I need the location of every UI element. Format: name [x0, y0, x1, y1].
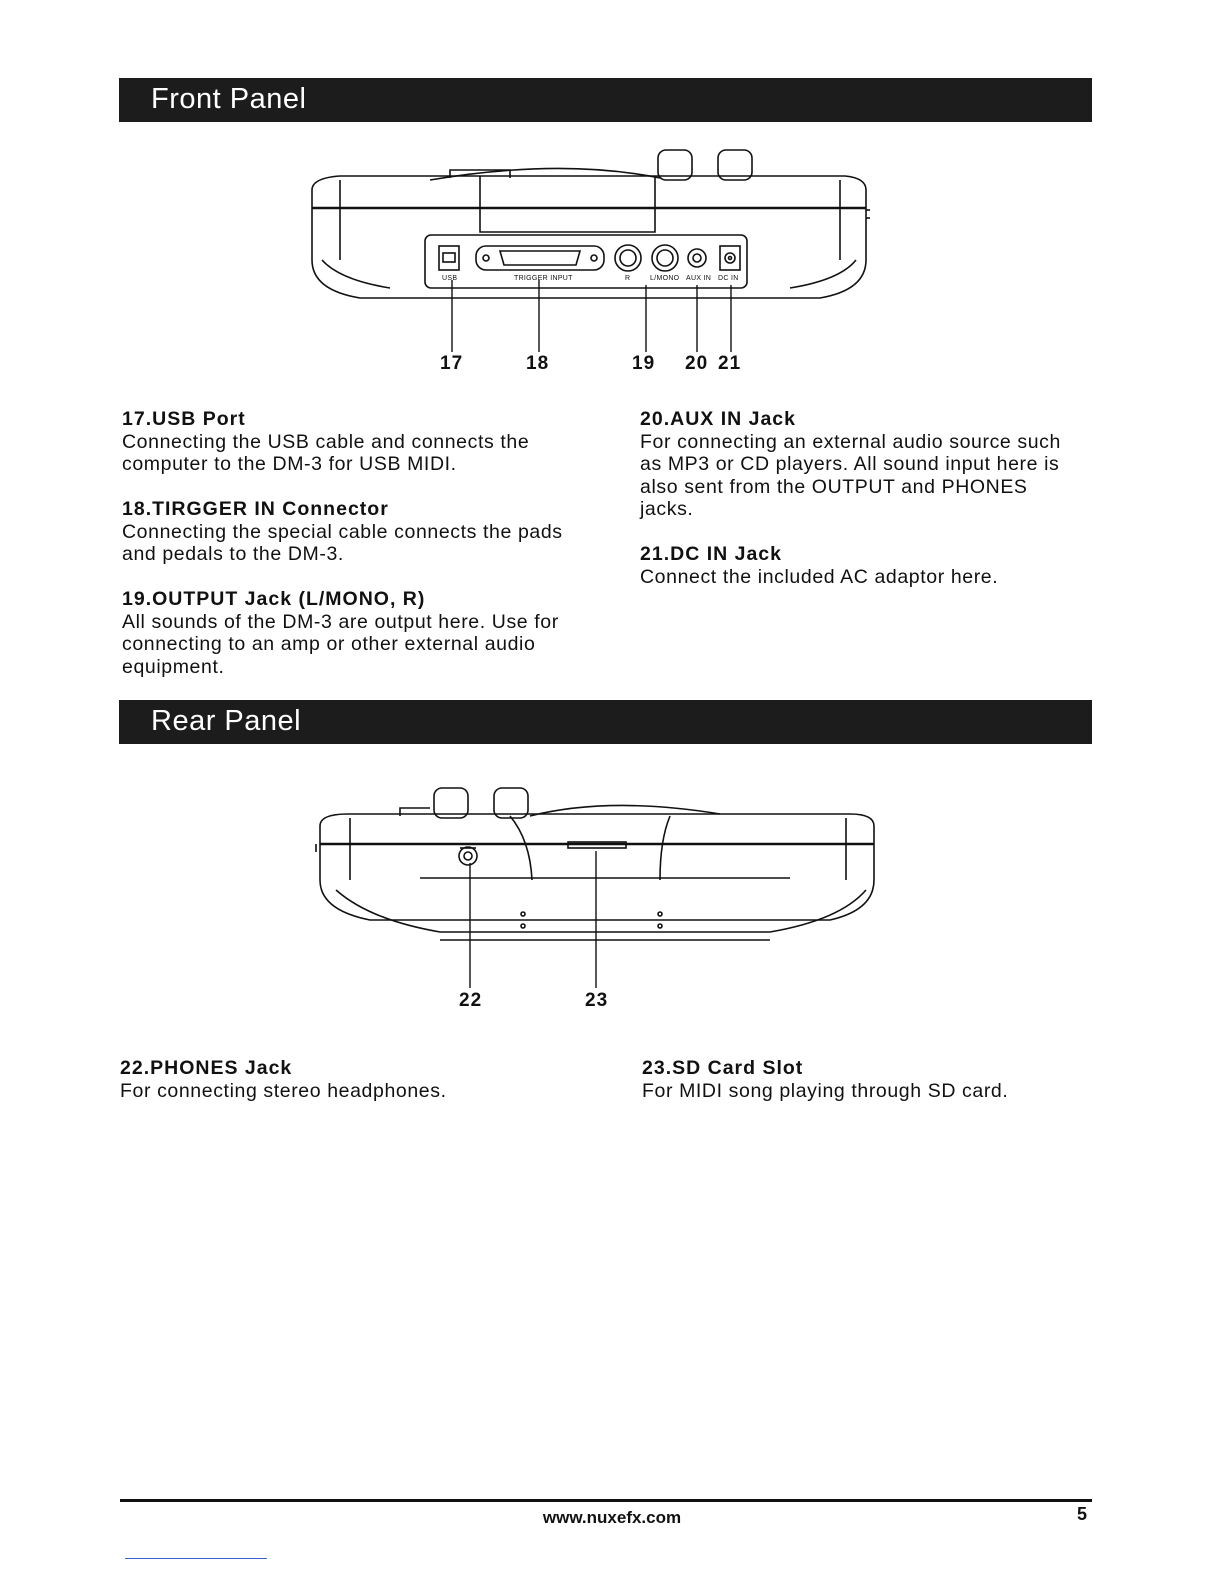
- item-text: equipment.: [122, 655, 225, 678]
- item-text: For connecting stereo headphones.: [120, 1079, 447, 1102]
- port-label-usb: USB: [442, 275, 458, 282]
- item-text: jacks.: [640, 498, 694, 520]
- footer-url: www.nuxefx.com: [542, 1508, 682, 1527]
- item-heading: 20.AUX IN Jack: [640, 408, 796, 430]
- callout-20: 20: [685, 353, 709, 374]
- item-text: and pedals to the DM-3.: [122, 543, 344, 565]
- item-output-jack: [122, 588, 602, 678]
- item-text: All sounds of the DM-3 are output here. Use for: [122, 610, 559, 633]
- item-text: computer to the DM-3 for USB MIDI.: [122, 453, 457, 475]
- callout-21: 21: [718, 353, 742, 374]
- item-phones-jack: [120, 1057, 600, 1102]
- item-text: connecting to an amp or other external audio: [122, 633, 536, 655]
- item-text: Connect the included AC adaptor here.: [640, 565, 999, 588]
- item-heading: 22.PHONES Jack: [120, 1057, 293, 1079]
- item-text: For connecting an external audio source such: [640, 430, 1061, 453]
- item-text: Connecting the special cable connects the pads: [122, 520, 563, 543]
- bottom-blue-rule: [125, 1558, 267, 1559]
- item-aux-in: [640, 408, 1090, 521]
- callout-18: 18: [526, 353, 550, 374]
- item-text: also sent from the OUTPUT and PHONES: [640, 475, 1028, 498]
- item-heading: 19.OUTPUT Jack (L/MONO, R): [122, 588, 426, 610]
- front-callout-lines: [440, 280, 740, 354]
- item-text: as MP3 or CD players. All sound input here is: [640, 453, 1060, 475]
- item-trigger-in: [122, 498, 602, 566]
- callout-17: 17: [440, 353, 464, 374]
- front-panel-header: [119, 78, 1092, 122]
- callout-23: 23: [585, 990, 609, 1011]
- item-usb-port: [122, 408, 602, 476]
- item-sd-card-slot: [642, 1057, 1092, 1102]
- port-label-dc-in: DC IN: [718, 275, 739, 282]
- item-heading: 18.TIRGGER IN Connector: [122, 498, 389, 520]
- item-heading: 23.SD Card Slot: [642, 1057, 804, 1079]
- item-text: For MIDI song playing through SD card.: [642, 1079, 1009, 1102]
- item-dc-in: [640, 543, 1090, 588]
- port-label-r: R: [625, 275, 631, 282]
- callout-19: 19: [632, 353, 656, 374]
- item-heading: 17.USB Port: [122, 408, 246, 430]
- rear-panel-title: Rear Panel: [151, 705, 302, 737]
- page-number: 5: [1077, 1504, 1088, 1524]
- item-heading: 21.DC IN Jack: [640, 543, 782, 565]
- front-panel-title: Front Panel: [151, 83, 307, 115]
- port-label-aux-in: AUX IN: [686, 275, 712, 282]
- port-label-l-mono: L/MONO: [650, 275, 680, 282]
- port-label-trigger-input: TRIGGER INPUT: [514, 275, 573, 282]
- rear-panel-header: [119, 700, 1092, 744]
- callout-22: 22: [459, 990, 483, 1011]
- rear-callout-lines: [460, 845, 610, 990]
- footer-rule: [120, 1499, 1092, 1502]
- item-text: Connecting the USB cable and connects the: [122, 430, 530, 453]
